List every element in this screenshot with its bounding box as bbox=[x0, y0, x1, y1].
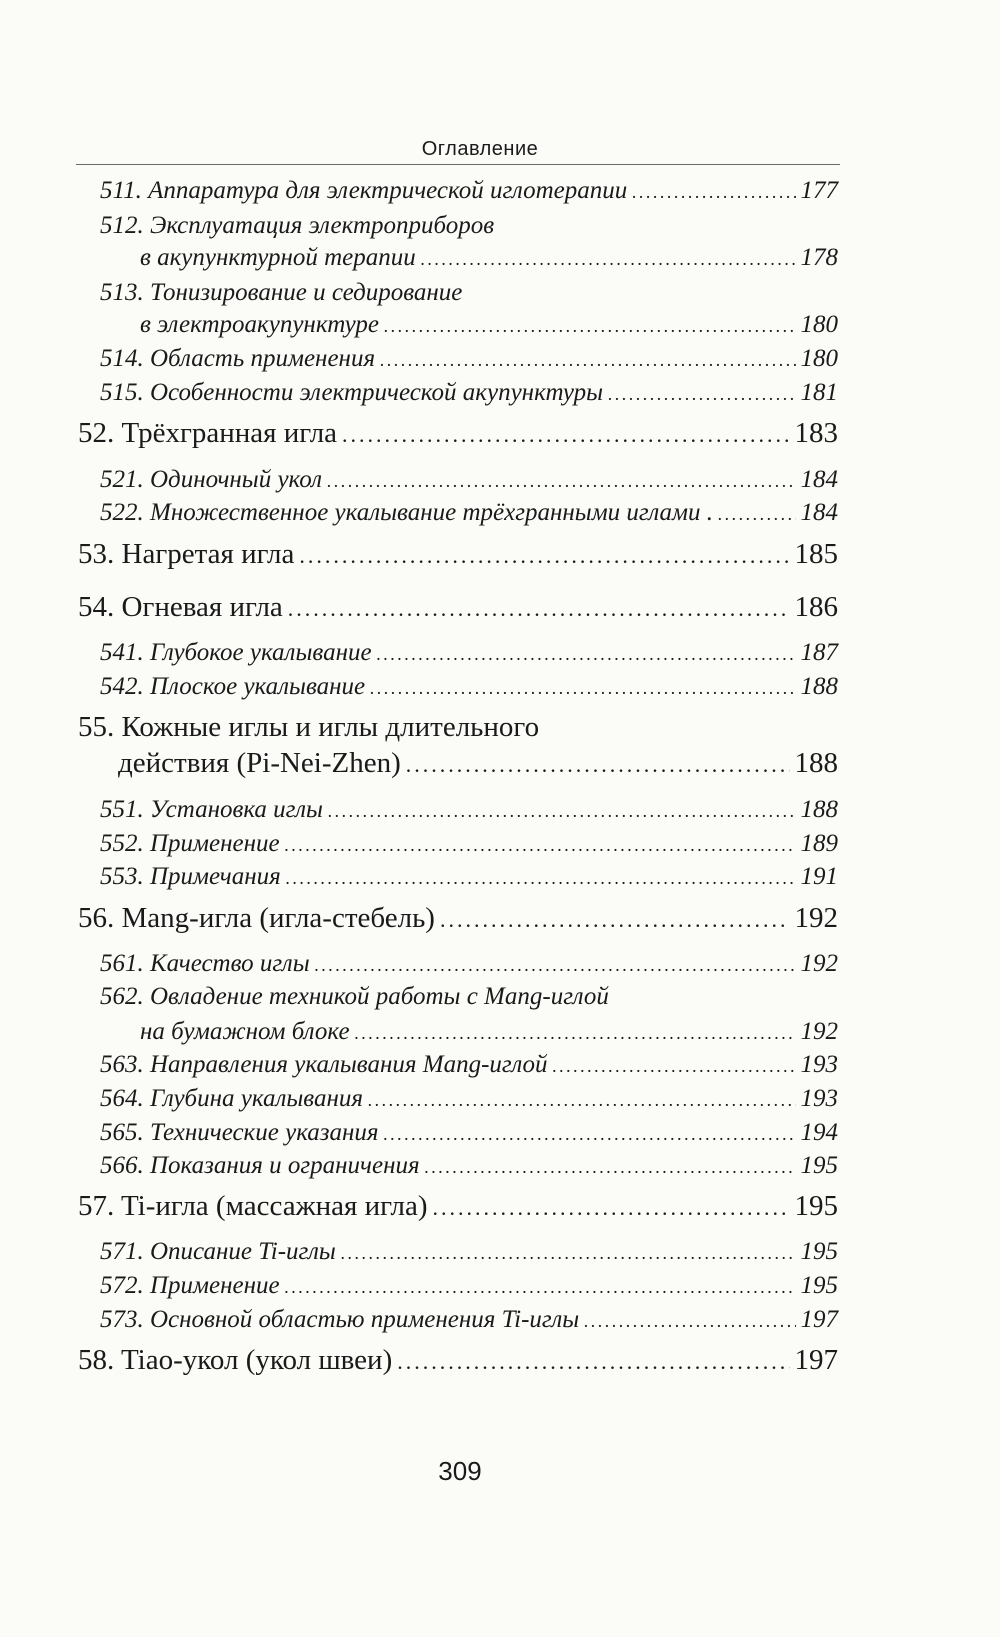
toc-title: действия (Pi-Nei-Zhen) bbox=[118, 747, 401, 780]
toc-page-number: 194 bbox=[800, 1118, 838, 1146]
toc-page-number: 180 bbox=[800, 310, 838, 338]
toc-title: 513. Тонизирование и седирование bbox=[100, 278, 463, 306]
leader-dots bbox=[421, 249, 796, 270]
toc-page-number: 193 bbox=[800, 1084, 838, 1112]
toc-line bbox=[100, 177, 838, 205]
toc-page-number: 195 bbox=[800, 1237, 838, 1265]
toc-title: 58. Tiao-укол (укол швеи) bbox=[78, 1344, 393, 1377]
toc-line bbox=[100, 345, 838, 373]
toc-line bbox=[78, 711, 539, 744]
toc-page-number: 181 bbox=[800, 378, 838, 406]
toc-line bbox=[118, 747, 838, 780]
leader-dots bbox=[397, 1349, 789, 1375]
toc-title: 542. Плоское укалывание bbox=[100, 672, 366, 700]
leader-dots bbox=[342, 422, 789, 448]
toc-page-number: 188 bbox=[800, 795, 838, 823]
toc-line bbox=[100, 863, 838, 891]
running-head: Оглавление bbox=[421, 138, 539, 160]
toc-title: 515. Особенности электрической акупунктуры bbox=[100, 378, 604, 406]
leader-dots bbox=[440, 907, 790, 933]
toc-title: 572. Применение bbox=[100, 1271, 280, 1299]
toc-title: 56. Mang-игла (игла-стебель) bbox=[78, 902, 435, 935]
toc-page-number: 195 bbox=[800, 1271, 838, 1299]
toc-line bbox=[100, 983, 609, 1011]
toc-title: 561. Качество иглы bbox=[100, 949, 310, 977]
toc-title: в акупунктурной терапии bbox=[140, 243, 416, 271]
toc-page-number: 192 bbox=[800, 949, 838, 977]
toc-line bbox=[100, 1272, 838, 1300]
toc-line bbox=[78, 417, 838, 450]
toc-title: 514. Область применения bbox=[100, 344, 376, 372]
toc-page-number: 192 bbox=[794, 902, 838, 935]
toc-title: в электроакупунктуре bbox=[140, 310, 379, 338]
leader-dots bbox=[355, 1023, 796, 1044]
page-number: 309 bbox=[438, 1456, 482, 1486]
leader-dots bbox=[608, 384, 795, 405]
leader-dots bbox=[341, 1243, 796, 1264]
toc-page-number: 177 bbox=[800, 176, 838, 204]
toc-title: 566. Показания и ограничения bbox=[100, 1151, 420, 1179]
toc-line bbox=[100, 796, 838, 824]
toc-line bbox=[100, 466, 838, 494]
toc-title: 521. Одиночный укол bbox=[100, 465, 323, 493]
leader-dots bbox=[288, 596, 790, 622]
toc-page-number: 188 bbox=[800, 672, 838, 700]
leader-dots bbox=[327, 471, 795, 492]
toc-title: 551. Установка иглы bbox=[100, 795, 323, 823]
toc-page-number: 193 bbox=[800, 1050, 838, 1078]
toc-title: 54. Огневая игла bbox=[78, 591, 283, 624]
toc-page-number: 183 bbox=[794, 417, 838, 450]
toc-title: 573. Основной областью применения Ti-иглы bbox=[100, 1305, 580, 1333]
toc-page-number: 191 bbox=[800, 862, 838, 890]
toc-page-number: 184 bbox=[800, 465, 838, 493]
toc-line bbox=[140, 244, 838, 272]
toc-line bbox=[100, 1119, 838, 1147]
toc-title: 52. Трёхгранная игла bbox=[78, 417, 338, 450]
toc-line bbox=[100, 212, 494, 240]
leader-dots bbox=[285, 835, 796, 856]
toc-page-number: 185 bbox=[794, 538, 838, 571]
toc-title: 512. Эксплуатация электроприборов bbox=[100, 211, 495, 239]
leader-dots bbox=[370, 678, 795, 699]
toc-page-number: 189 bbox=[800, 829, 838, 857]
toc-title: 553. Примечания bbox=[100, 862, 281, 890]
leader-dots bbox=[315, 955, 796, 976]
toc-line bbox=[100, 950, 838, 978]
leader-dots bbox=[368, 1090, 796, 1111]
toc-title: 565. Технические указания bbox=[100, 1118, 379, 1146]
leader-dots bbox=[285, 1277, 796, 1298]
toc-page-number: 188 bbox=[794, 747, 838, 780]
toc-page-number: 195 bbox=[800, 1151, 838, 1179]
leader-dots bbox=[718, 504, 795, 525]
leader-dots bbox=[286, 868, 796, 889]
leader-dots bbox=[433, 1195, 790, 1221]
toc-title: 571. Описание Ti-иглы bbox=[100, 1237, 336, 1265]
toc-line bbox=[78, 902, 838, 935]
toc-line bbox=[78, 1190, 838, 1223]
toc-line bbox=[78, 591, 838, 624]
toc-line bbox=[140, 1018, 838, 1046]
header-rule bbox=[76, 164, 840, 165]
leader-dots bbox=[380, 350, 795, 371]
toc-line bbox=[100, 1152, 838, 1180]
toc-line bbox=[100, 1238, 838, 1266]
leader-dots bbox=[632, 182, 795, 203]
leader-dots bbox=[553, 1056, 796, 1077]
toc-title: на бумажном блоке bbox=[140, 1017, 350, 1045]
toc-line bbox=[100, 379, 838, 407]
toc-page-number: 195 bbox=[794, 1190, 838, 1223]
leader-dots bbox=[328, 801, 796, 822]
leader-dots bbox=[425, 1157, 796, 1178]
toc-page-number: 197 bbox=[800, 1305, 838, 1333]
toc-page-number: 192 bbox=[800, 1017, 838, 1045]
toc-line bbox=[100, 830, 838, 858]
toc-line bbox=[100, 279, 462, 307]
toc-page-number: 197 bbox=[794, 1344, 838, 1377]
toc-line bbox=[100, 1051, 838, 1079]
toc-title: 55. Кожные иглы и иглы длительного bbox=[78, 711, 540, 744]
toc-title: 53. Нагретая игла bbox=[78, 538, 295, 571]
toc-title: 562. Овладение техникой работы с Mang-иглой bbox=[100, 982, 609, 1010]
toc-title: 511. Аппаратура для электрической иглотерапии bbox=[100, 176, 628, 204]
toc-line bbox=[100, 673, 838, 701]
toc-page-number: 180 bbox=[800, 344, 838, 372]
toc-title: 563. Направления укалывания Mang-иглой bbox=[100, 1050, 548, 1078]
toc-line bbox=[78, 1344, 838, 1377]
leader-dots bbox=[584, 1311, 795, 1332]
toc-page-number: 187 bbox=[800, 638, 838, 666]
toc-line bbox=[100, 1306, 838, 1334]
toc-title: 57. Ti-игла (массажная игла) bbox=[78, 1190, 428, 1223]
leader-dots bbox=[299, 543, 789, 569]
toc-page-number: 186 bbox=[794, 591, 838, 624]
toc-page-number: 178 bbox=[800, 243, 838, 271]
toc-title: 552. Применение bbox=[100, 829, 280, 857]
toc-page-number: 184 bbox=[800, 498, 838, 526]
toc-line bbox=[100, 639, 838, 667]
leader-dots bbox=[377, 644, 796, 665]
toc-title: 541. Глубокое укалывание bbox=[100, 638, 372, 666]
toc-line bbox=[100, 499, 838, 527]
toc-line bbox=[140, 311, 838, 339]
leader-dots bbox=[384, 316, 796, 337]
toc-title: 564. Глубина укалывания bbox=[100, 1084, 363, 1112]
leader-dots bbox=[406, 752, 790, 778]
toc-line bbox=[78, 538, 838, 571]
leader-dots bbox=[384, 1124, 796, 1145]
toc-line bbox=[100, 1085, 838, 1113]
toc-title: 522. Множественное укалывание трёхгранными иглами . bbox=[100, 498, 714, 526]
